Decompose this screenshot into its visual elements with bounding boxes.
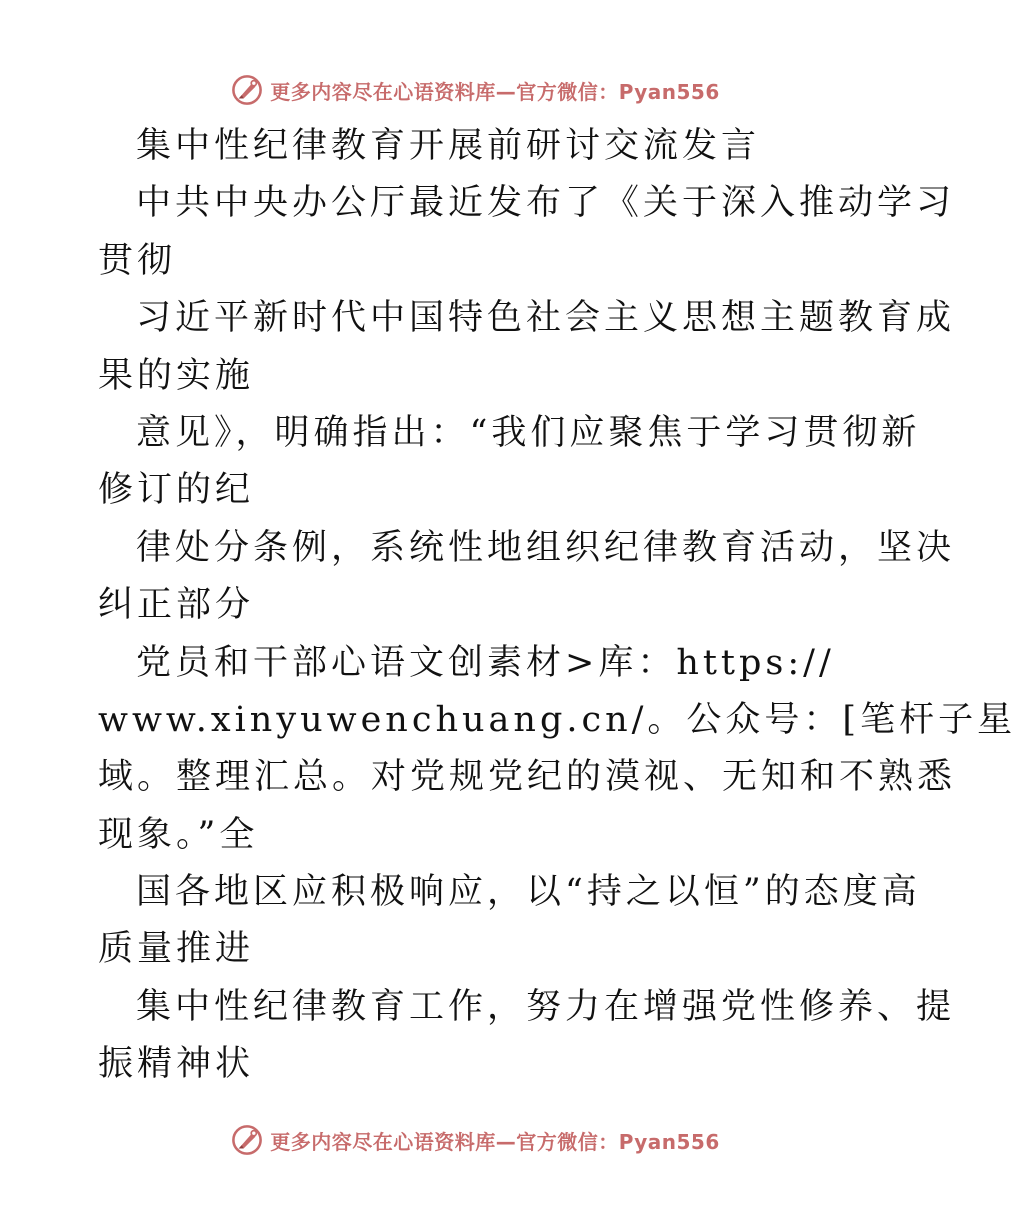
paragraph-line: 现象。”全 <box>98 814 259 855</box>
pen-seal-logo-icon <box>230 1123 264 1157</box>
paragraph-line: 域。整理汇总。对党规党纪的漠视、无知和不熟悉 <box>98 757 957 798</box>
paragraph-line: 意见》，明确指出：“我们应聚焦于学习贯彻新 <box>136 412 921 453</box>
document-title: 集中性纪律教育开展前研讨交流发言 <box>136 126 761 166</box>
paragraph-line: 集中性纪律教育工作，努力在增强党性修养、提 <box>136 986 956 1027</box>
watermark-text: 更多内容尽在心语资料库—官方微信：Pyan556 <box>270 79 720 104</box>
paragraph-line: 党员和干部心语文创素材>库：https:// <box>136 642 835 683</box>
paragraph-line: 纠正部分 <box>98 585 255 626</box>
paragraph-line: 质量推进 <box>98 929 255 970</box>
paragraph-line: 振精神状 <box>98 1044 255 1085</box>
paragraph-line: 习近平新时代中国特色社会主义思想主题教育成 <box>136 298 956 339</box>
paragraph-line: 中共中央办公厅最近发布了《关于深入推动学习 <box>136 183 956 224</box>
watermark-text: 更多内容尽在心语资料库—官方微信：Pyan556 <box>270 1129 720 1154</box>
paragraph-line: www.xinyuwenchuang.cn/。公众号：[笔杆子星 <box>98 699 1016 740</box>
pen-seal-logo-icon <box>230 73 264 107</box>
paragraph-line: 果的实施 <box>98 355 255 396</box>
footer-watermark <box>0 1120 950 1160</box>
paragraph-line: 国各地区应积极响应，以“持之以恒”的态度高 <box>136 872 921 913</box>
paragraph-line: 律处分条例，系统性地组织纪律教育活动，坚决 <box>136 527 956 568</box>
paragraph-line: 贯彻 <box>98 240 177 281</box>
header-watermark <box>0 70 950 110</box>
document-body <box>98 118 1016 1094</box>
paragraph-line: 修订的纪 <box>98 470 255 511</box>
